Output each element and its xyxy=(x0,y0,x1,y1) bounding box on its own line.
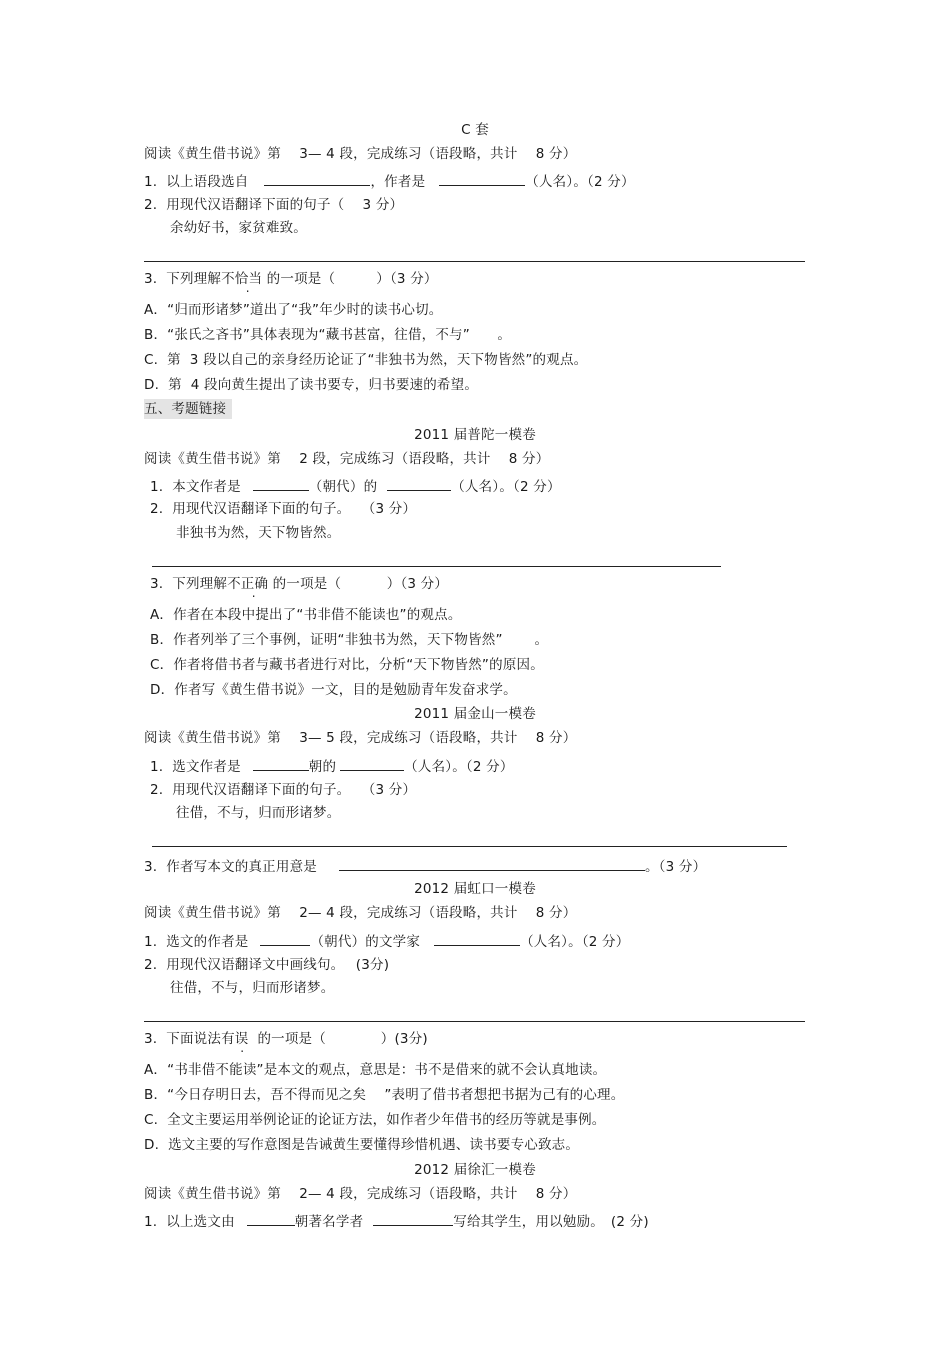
hongkou-q2-answer-line[interactable] xyxy=(144,1021,805,1022)
xuhui-q1-prefix: 1. 以上选文由 xyxy=(144,1214,235,1230)
set-c-q3-suffix: 的一项是（ ）（3 分） xyxy=(262,271,438,287)
putuo-q3-emphasis: 正确 xyxy=(240,576,269,592)
hongkou-q3 xyxy=(144,1030,428,1048)
set-c-q1 xyxy=(144,171,635,191)
hongkou-option-a: A．“书非借不能读”是本文的观点，意思是：书不是借来的就不会认真地读。 xyxy=(144,1062,607,1078)
hongkou-option-d: D. 选文主要的写作意图是告诫黄生要懂得珍惜机遇、读书要专心致志。 xyxy=(144,1137,580,1153)
jinshan-q1-dynasty-blank[interactable] xyxy=(253,756,309,771)
jinshan-title: 2011 届金山一模卷 xyxy=(414,706,536,722)
putuo-q1-suffix: （人名）。（2 分） xyxy=(451,479,561,495)
set-c-intro: 阅读《黄生借书说》第 3— 4 段，完成练习（语段略，共计 8 分） xyxy=(144,146,577,162)
putuo-option-b: B．作者列举了三个事例，证明“非独书为然，天下物皆然” 。 xyxy=(150,632,549,648)
xuhui-q1-mid: 朝著名学者 xyxy=(294,1214,364,1230)
putuo-q1-name-blank[interactable] xyxy=(387,476,451,491)
jinshan-intro: 阅读《黄生借书说》第 3— 5 段，完成练习（语段略，共计 8 分） xyxy=(144,730,577,746)
jinshan-q1-mid: 朝的 xyxy=(308,759,337,775)
jinshan-q1-prefix: 1. 选文作者是 xyxy=(150,759,241,775)
hongkou-q1-prefix: 1. 选文的作者是 xyxy=(144,934,249,950)
jinshan-q1 xyxy=(150,756,514,776)
set-c-option-a: A．“归而形诸梦”道出了“我”年少时的读书心切。 xyxy=(144,302,443,318)
hongkou-option-b: B．“今日存明日去，吾不得而见之矣 ”表明了借书者想把书据为己有的心理。 xyxy=(144,1087,625,1103)
set-c-q3-emphasis: 恰当 xyxy=(234,271,263,287)
section-heading-label: 五、考题链接 xyxy=(144,399,232,419)
hongkou-title: 2012 届虹口一模卷 xyxy=(414,881,536,897)
xuhui-q1 xyxy=(144,1211,649,1231)
hongkou-intro: 阅读《黄生借书说》第 2— 4 段，完成练习（语段略，共计 8 分） xyxy=(144,905,577,921)
set-c-q2-answer-line[interactable] xyxy=(144,261,805,262)
set-c-title: C 套 xyxy=(461,122,489,138)
putuo-option-a: A．作者在本段中提出了“书非借不能读也”的观点。 xyxy=(150,607,462,623)
hongkou-option-c: C. 全文主要运用举例论证的论证方法，如作者少年借书的经历等就是事例。 xyxy=(144,1112,606,1128)
putuo-intro: 阅读《黄生借书说》第 2 段，完成练习（语段略，共计 8 分） xyxy=(144,451,550,467)
putuo-q2: 2. 用现代汉语翻译下面的句子。 （3 分） xyxy=(150,501,417,517)
putuo-q1-dynasty-blank[interactable] xyxy=(253,476,309,491)
set-c-option-d: D. 第 4 段向黄生提出了读书要专，归书要速的希望。 xyxy=(144,377,479,393)
putuo-q2-answer-line[interactable] xyxy=(152,566,721,567)
hongkou-q1-dynasty-blank[interactable] xyxy=(260,931,310,946)
set-c-q2: 2. 用现代汉语翻译下面的句子（ 3 分） xyxy=(144,197,404,213)
putuo-q3-suffix: 的一项是（ ）（3 分） xyxy=(268,576,449,592)
jinshan-q3-answer-blank[interactable] xyxy=(339,856,645,871)
jinshan-q2: 2. 用现代汉语翻译下面的句子。 （3 分） xyxy=(150,782,417,798)
xuhui-q1-suffix: 写给其学生，用以勉励。 (2 分) xyxy=(453,1214,649,1230)
xuhui-intro: 阅读《黄生借书说》第 2— 4 段，完成练习（语段略，共计 8 分） xyxy=(144,1186,577,1202)
set-c-q1-source-blank[interactable] xyxy=(264,171,370,186)
xuhui-q1-dynasty-blank[interactable] xyxy=(247,1211,295,1226)
jinshan-q3-suffix: 。（3 分） xyxy=(644,859,707,875)
set-c-q1-author-blank[interactable] xyxy=(439,171,525,186)
putuo-q2-sentence: 非独书为然，天下物皆然。 xyxy=(176,525,341,541)
set-c-q3 xyxy=(144,270,438,288)
set-c-q3-prefix: 3. 下列理解不 xyxy=(144,271,235,287)
jinshan-q3-prefix: 3. 作者写本文的真正用意是 xyxy=(144,859,317,875)
hongkou-q1 xyxy=(144,931,629,951)
set-c-option-b: B．“张氏之吝书”具体表现为“藏书甚富，往借，不与” 。 xyxy=(144,327,512,343)
xuhui-title: 2012 届徐汇一模卷 xyxy=(414,1162,536,1178)
jinshan-q2-sentence: 往借，不与，归而形诸梦。 xyxy=(176,805,341,821)
set-c-q2-sentence: 余幼好书，家贫难致。 xyxy=(170,220,307,236)
jinshan-q2-answer-line[interactable] xyxy=(152,846,787,847)
putuo-q3 xyxy=(150,575,448,593)
xuhui-q1-scholar-blank[interactable] xyxy=(373,1211,453,1226)
hongkou-q1-mid: （朝代）的文学家 xyxy=(310,934,421,950)
jinshan-q1-suffix: （人名）。（2 分） xyxy=(404,759,514,775)
hongkou-q1-name-blank[interactable] xyxy=(434,931,520,946)
putuo-q1-prefix: 1. 本文作者是 xyxy=(150,479,241,495)
section-heading xyxy=(144,400,232,418)
set-c-option-c: C. 第 3 段以自己的亲身经历论证了“非独书为然，天下物皆然”的观点。 xyxy=(144,352,588,368)
set-c-q1-mid: ，作者是 xyxy=(370,174,426,190)
set-c-q1-suffix: （人名）。（2 分） xyxy=(525,174,635,190)
jinshan-q3 xyxy=(144,856,706,876)
hongkou-q2-sentence: 往借，不与，归而形诸梦。 xyxy=(170,980,335,996)
hongkou-q2: 2. 用现代汉语翻译文中画线句。 (3分) xyxy=(144,957,390,973)
hongkou-q3-emphasis: 误 xyxy=(234,1031,249,1047)
hongkou-q3-prefix: 3. 下面说法有 xyxy=(144,1031,235,1047)
set-c-q1-prefix: 1. 以上语段选自 xyxy=(144,174,249,190)
hongkou-q3-suffix: 的一项是（ ）(3分) xyxy=(248,1031,428,1047)
jinshan-q1-name-blank[interactable] xyxy=(340,756,404,771)
putuo-option-d: D．作者写《黄生借书说》一文，目的是勉励青年发奋求学。 xyxy=(150,682,517,698)
putuo-q3-prefix: 3. 下列理解不 xyxy=(150,576,241,592)
putuo-q1 xyxy=(150,476,561,496)
putuo-q1-mid: （朝代）的 xyxy=(308,479,378,495)
putuo-option-c: C．作者将借书者与藏书者进行对比，分析“天下物皆然”的原因。 xyxy=(150,657,544,673)
hongkou-q1-suffix: （人名）。（2 分） xyxy=(520,934,630,950)
putuo-title: 2011 届普陀一模卷 xyxy=(414,427,536,443)
